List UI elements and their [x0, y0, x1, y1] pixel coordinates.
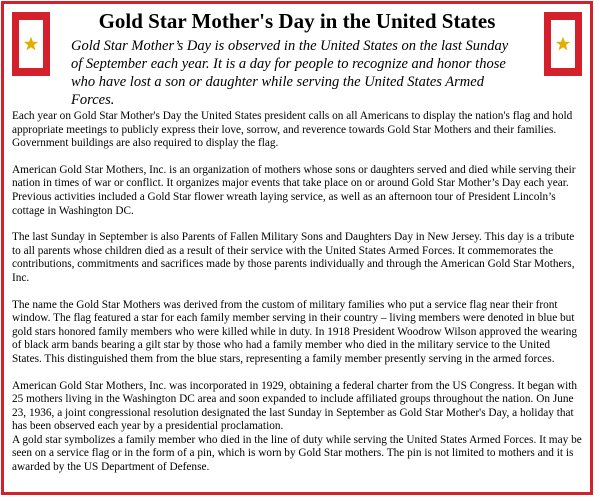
paragraph: The last Sunday in September is also Parents of Fallen Military Sons and Daughters Day in New Jersey. This day is a tribute to all parents whose children died as a result of their service with the United States Armed Forces. It commemorates the contributions, commitments and sacrifices made by those parents individually and through the American Gold Star Mothers, Inc. — [12, 231, 575, 284]
paragraph: Each year on Gold Star Mother's Day the United States president calls on all Americans to display the nation's flag and hold appropriate meetings to publicly express their love, sorrow, and reverence towards Gold Star Mothers and their families. Government buildings are also required to display the flag. — [12, 110, 573, 150]
paragraph: American Gold Star Mothers, Inc. was incorporated in 1929, obtaining a federal charter from the US Congress. It began with 25 mothers living in the Washington DC area and soon expanded to include affiliated groups throughout the nation. On June 23, 1936, a joint congressional resolution designated the last Sunday in September as Gold Star Mother's Day, a holiday that has been observed each year by a presidential proclamation. — [12, 379, 577, 433]
flag-field — [19, 20, 43, 68]
paragraph: A gold star symbolizes a family member who died in the line of duty while serving the United States Armed Forces. It may be seen on a service flag or in the form of a pin, which is worn by Gold Star mothers. The pin is not limited to mothers and it is awarded by the US Department of Defense. — [12, 433, 582, 474]
gold-star-icon — [555, 36, 571, 52]
article-body — [12, 110, 582, 475]
service-flag-icon — [12, 12, 50, 76]
document-frame — [1, 1, 593, 495]
flag-field — [551, 20, 575, 68]
intro-paragraph: Gold Star Mother’s Day is observed in the United States on the last Sunday of September each year. It is a day for people to recognize and honor those who have lost a son or daughter while serving the United States Armed Forces. — [71, 38, 509, 108]
paragraph: The name the Gold Star Mothers was derived from the custom of military families who put a service flag near their front window. The flag featured a star for each family member serving in their country – living members were denoted in blue but gold stars honored family members who were killed while in duty. In 1918 President Woodrow Wilson approved the wearing of black arm bands bearing a gilt star by those who had a family member who died in the military service to the United States. This distinguished them from the blue stars, representing a family member presently serving in the armed forces. — [12, 298, 578, 365]
page-title: Gold Star Mother's Day in the United States — [98, 9, 496, 33]
service-flag-icon — [544, 12, 582, 76]
paragraph: American Gold Star Mothers, Inc. is an organization of mothers whose sons or daughters served and died while serving their nation in times of war or conflict. It organizes major events that take place on or around Gold Star Mother’s Day each year. Previous activities included a Gold Star flower wreath laying service, as well as an afternoon tour of President Lincoln’s cottage in Washington DC. — [12, 163, 576, 217]
gold-star-icon — [23, 36, 39, 52]
